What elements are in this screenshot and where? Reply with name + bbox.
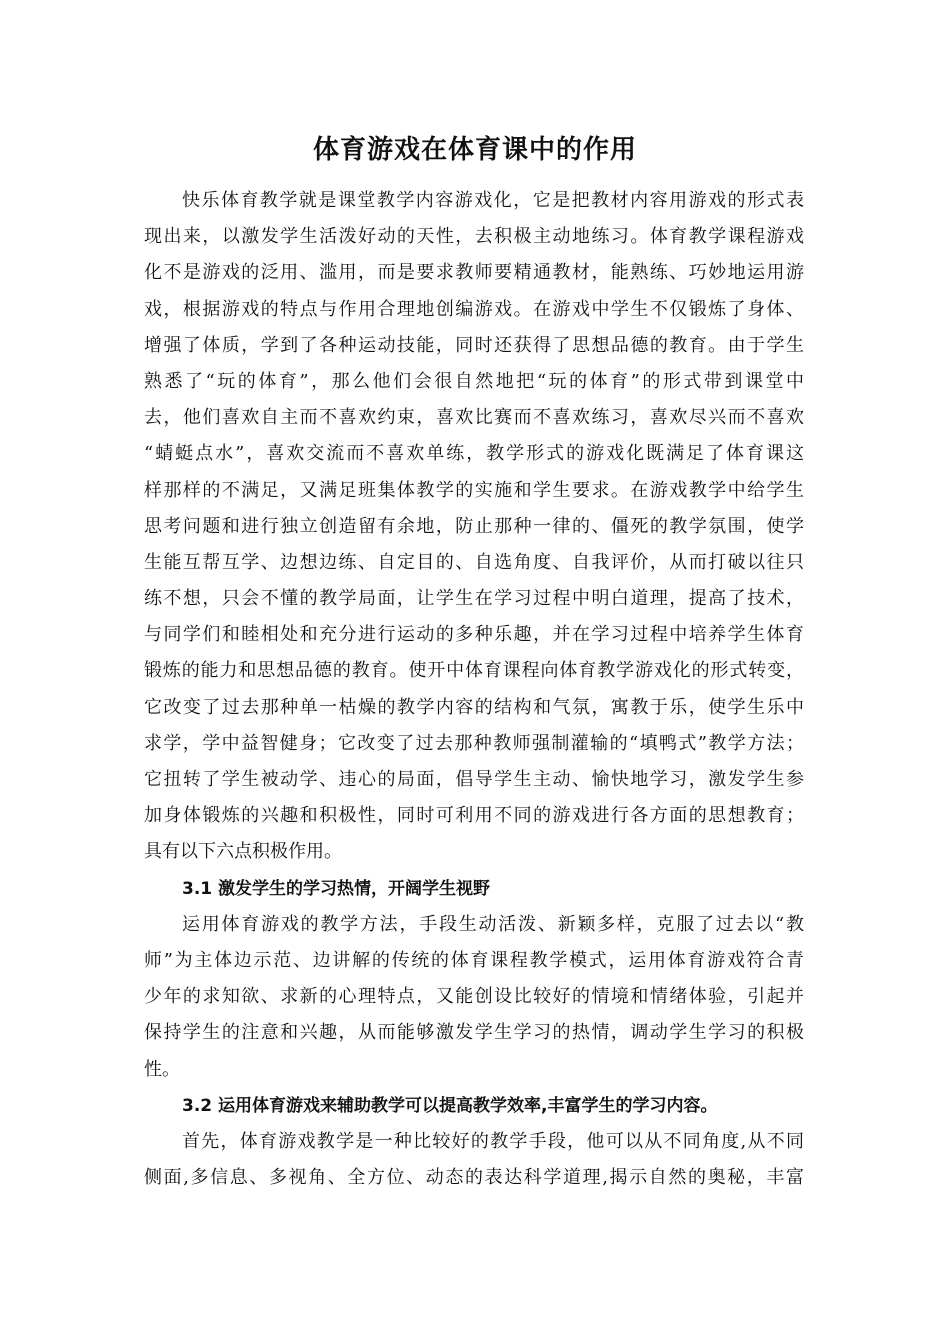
paragraph-line: 增强了体质，学到了各种运动技能，同时还获得了思想品德的教育。由于学生 xyxy=(144,334,804,356)
paragraph-first-line: 首先，体育游戏教学是一种比较好的教学手段，他可以从不同角度,从不同 xyxy=(182,1130,804,1152)
paragraph-line: 现出来，以激发学生活泼好动的天性，去积极主动地练习。体育教学课程游戏 xyxy=(144,226,804,248)
paragraph-last-line: 具有以下六点积极作用。 xyxy=(144,841,342,863)
paragraph-line: 化不是游戏的泛用、滥用，而是要求教师要精通教材，能熟练、巧妙地运用游 xyxy=(144,262,804,284)
paragraph-line: 求学，学中益智健身；它改变了过去那种教师强制灌输的“填鸭式”教学方法； xyxy=(144,732,804,754)
document-title: 体育游戏在体育课中的作用 xyxy=(312,135,637,165)
paragraph-line: 它扭转了学生被动学、违心的局面，倡导学生主动、愉快地学习，激发学生参 xyxy=(144,769,804,790)
paragraph-line: 师”为主体边示范、边讲解的传统的体育课程教学模式，运用体育游戏符合青 xyxy=(144,949,804,971)
paragraph-line: 它改变了过去那种单一枯燥的教学内容的结构和气氛，寓教于乐，使学生乐中 xyxy=(144,696,804,718)
section-heading: 3.1 激发学生的学习热情，开阔学生视野 xyxy=(182,878,491,899)
paragraph-first-line: 快乐体育教学就是课堂教学内容游戏化，它是把教材内容用游戏的形式表 xyxy=(182,190,804,211)
paragraph-line: 保持学生的注意和兴趣，从而能够激发学生学习的热情，调动学生学习的积极 xyxy=(144,1022,804,1044)
paragraph-line: 少年的求知欲、求新的心理特点，又能创设比较好的情境和情绪体验，引起并 xyxy=(144,986,804,1008)
paragraph-last-line: 性。 xyxy=(144,1058,180,1080)
paragraph-line: 戏，根据游戏的特点与作用合理地创编游戏。在游戏中学生不仅锻炼了身体、 xyxy=(144,298,804,320)
paragraph-line: “蜻蜓点水”，喜欢交流而不喜欢单练，教学形式的游戏化既满足了体育课这 xyxy=(144,443,804,465)
paragraph-line: 生能互帮互学、边想边练、自定目的、自选角度、自我评价，从而打破以往只 xyxy=(144,551,804,573)
paragraph-line: 熟悉了“玩的体育”，那么他们会很自然地把“玩的体育”的形式带到课堂中 xyxy=(144,370,804,392)
paragraph-line: 去，他们喜欢自主而不喜欢约束，喜欢比赛而不喜欢练习，喜欢尽兴而不喜欢 xyxy=(144,407,804,429)
paragraph-first-line: 运用体育游戏的教学方法，手段生动活泼、新颖多样，克服了过去以“教 xyxy=(182,913,804,935)
paragraph-line: 加身体锻炼的兴趣和积极性，同时可利用不同的游戏进行各方面的思想教育； xyxy=(144,805,804,827)
paragraph-line: 与同学们和睦相处和充分进行运动的多种乐趣，并在学习过程中培养学生体育 xyxy=(144,624,804,646)
paragraph-line: 锻炼的能力和思想品德的教育。使开中体育课程向体育教学游戏化的形式转变， xyxy=(144,660,804,682)
paragraph-line: 侧面,多信息、多视角、全方位、动态的表达科学道理,揭示自然的奥秘，丰富 xyxy=(144,1167,804,1189)
section-heading: 3.2 运用体育游戏来辅助教学可以提高教学效率,丰富学生的学习内容。 xyxy=(182,1095,718,1116)
paragraph-line: 思考问题和进行独立创造留有余地，防止那种一律的、僵死的教学氛围，使学 xyxy=(144,515,804,537)
paragraph-line: 练不想，只会不懂的教学局面，让学生在学习过程中明白道理，提高了技术， xyxy=(144,588,804,610)
document-body xyxy=(144,183,804,1196)
paragraph-line: 样那样的不满足，又满足班集体教学的实施和学生要求。在游戏教学中给学生 xyxy=(144,479,804,501)
